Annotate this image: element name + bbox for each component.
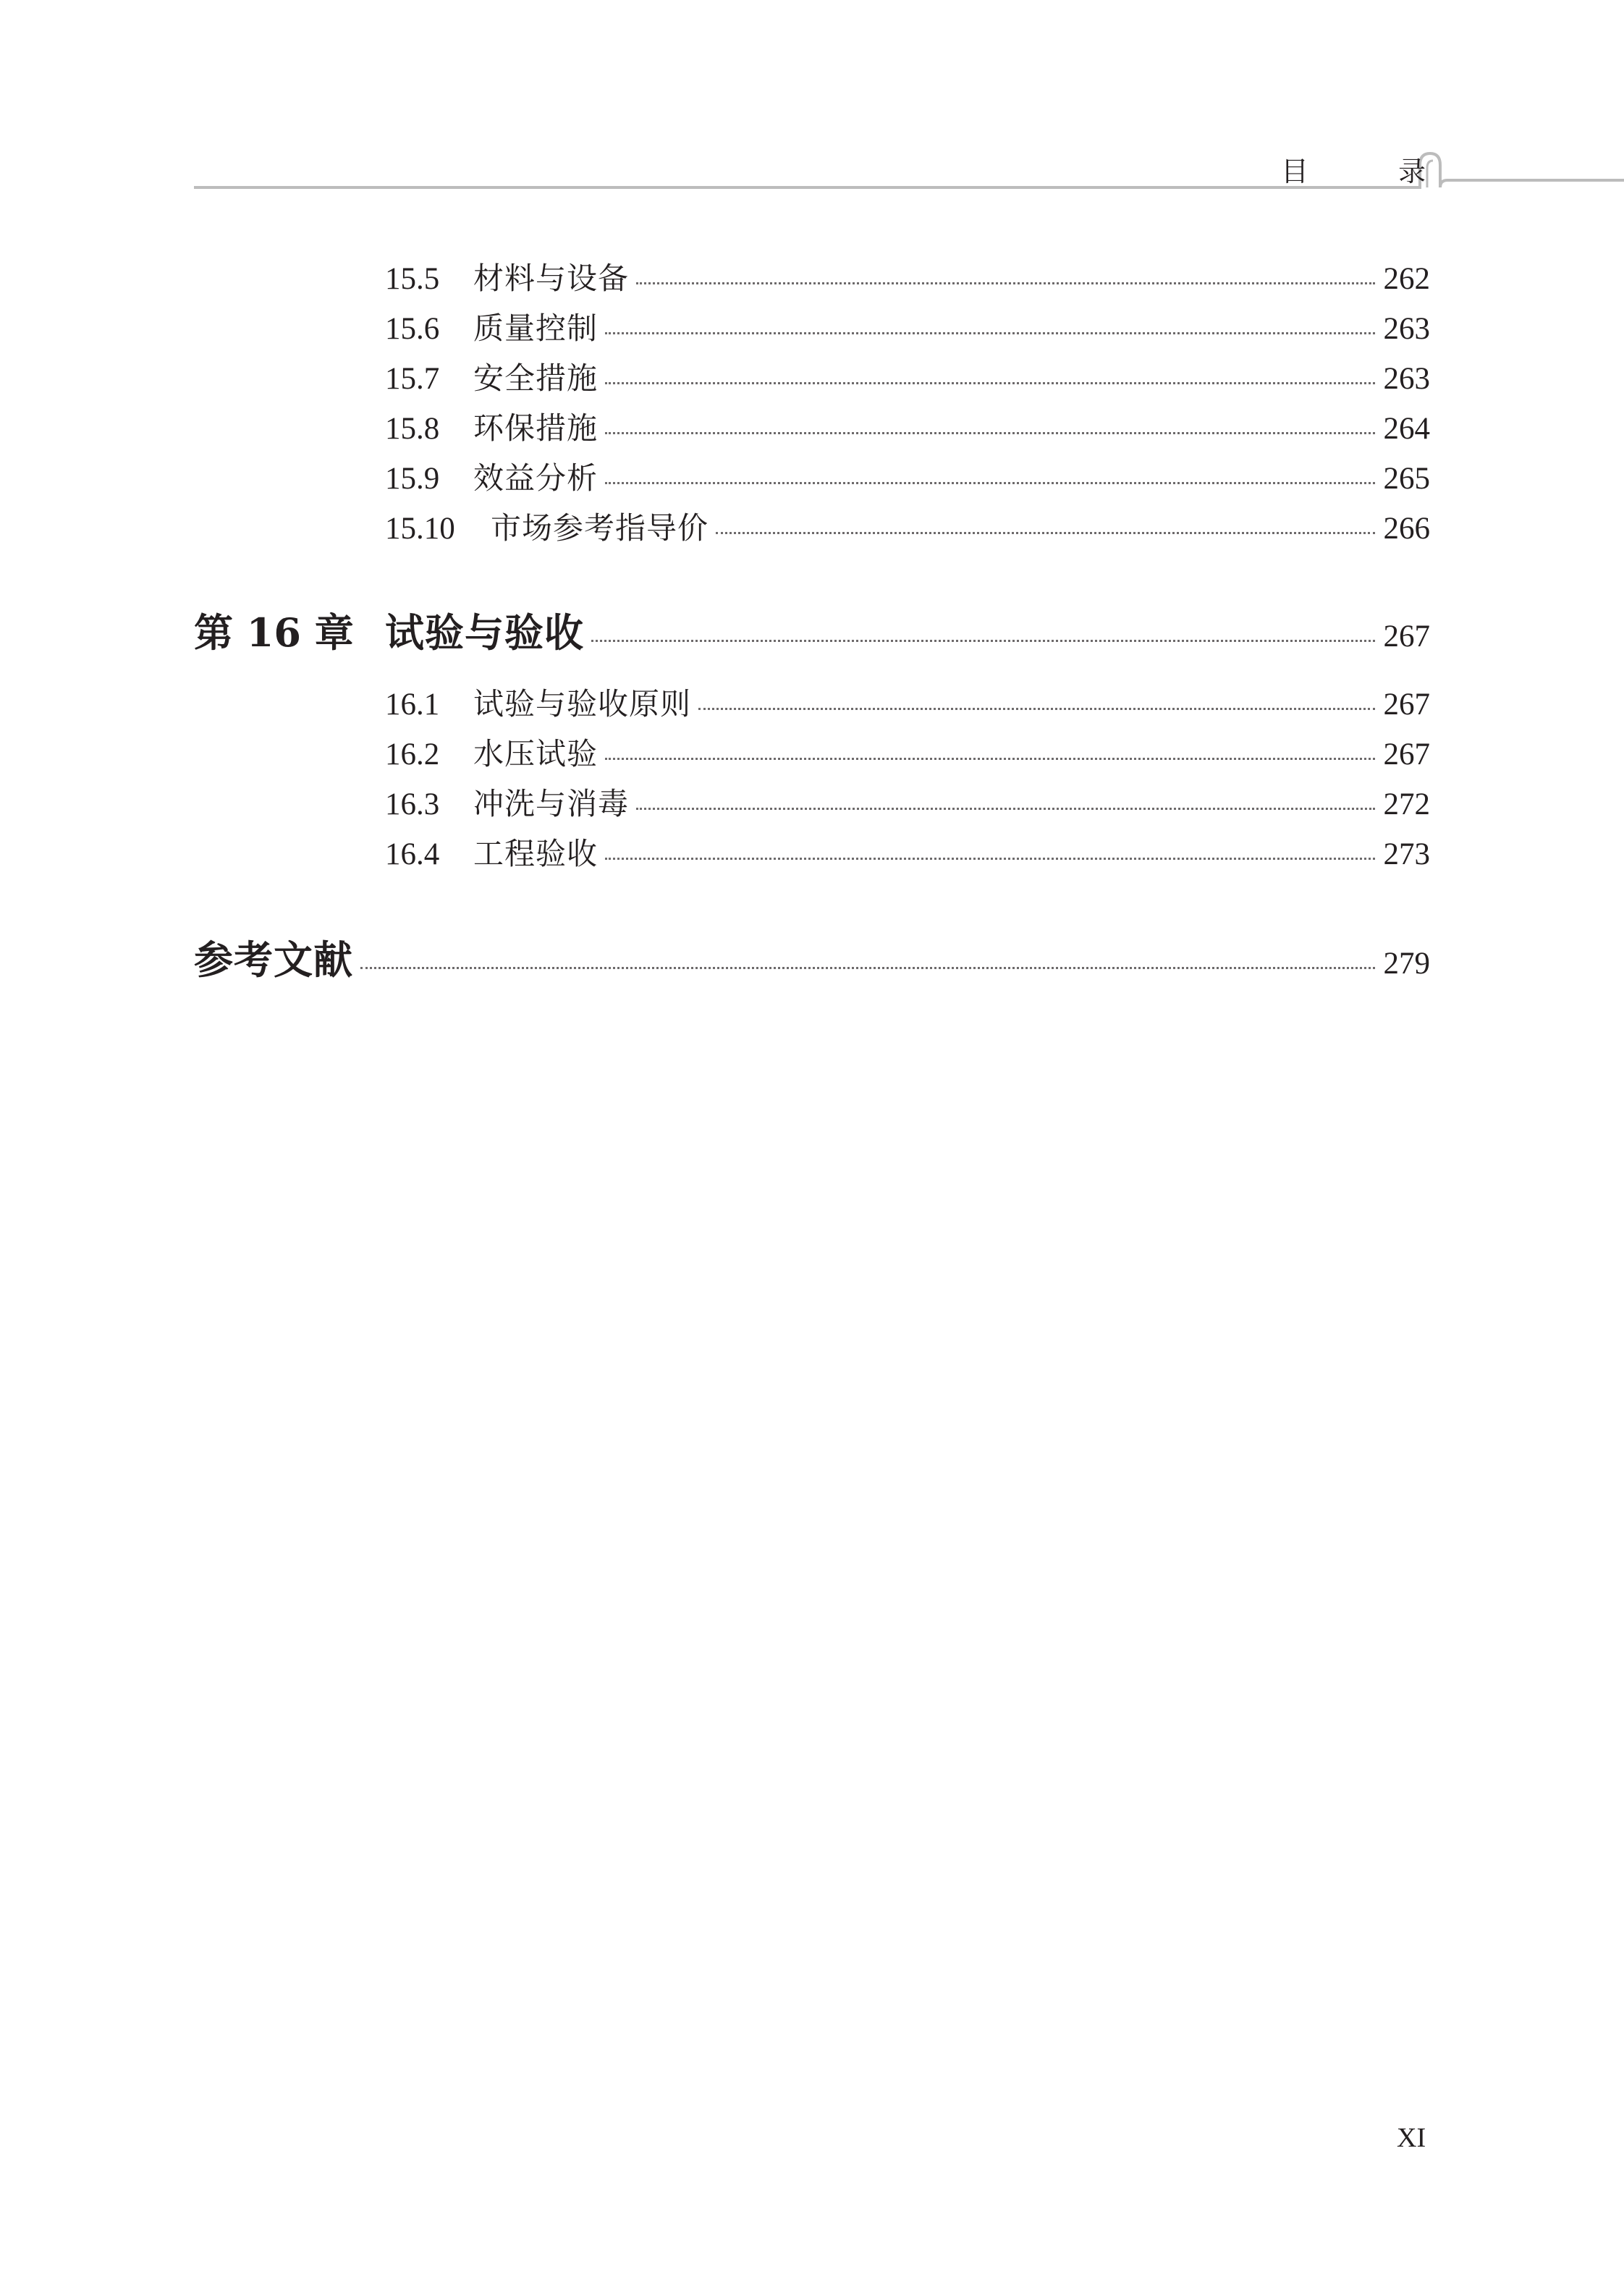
dot-leader	[605, 482, 1375, 484]
chapter-title: 试验与验收	[385, 609, 584, 656]
page-number: 267	[1383, 688, 1430, 722]
dot-leader	[636, 282, 1375, 284]
toc-entry-16-3[interactable]	[385, 780, 1430, 824]
dot-leader	[605, 382, 1375, 384]
page-number: 265	[1383, 462, 1430, 496]
page-number: 266	[1383, 512, 1430, 546]
section-title: 水压试验	[473, 736, 599, 772]
section-number: 15.6	[385, 312, 440, 346]
page-number: 279	[1383, 947, 1430, 981]
chapter-label: 第 16 章	[194, 609, 354, 656]
section-title: 试验与验收原则	[473, 686, 692, 722]
dot-leader	[698, 708, 1375, 710]
section-number: 15.9	[385, 462, 440, 496]
toc-entry-15-10[interactable]	[385, 504, 1430, 548]
running-header-title: 目 录	[1281, 156, 1467, 187]
section-number: 16.1	[385, 688, 440, 722]
dot-leader	[605, 332, 1375, 334]
toc-entry-15-7[interactable]	[385, 355, 1430, 398]
dot-leader	[605, 758, 1375, 760]
section-number: 16.3	[385, 787, 440, 821]
section-number: 16.2	[385, 737, 440, 772]
section-title: 质量控制	[473, 310, 599, 346]
dot-leader	[716, 532, 1375, 534]
toc-entry-15-5[interactable]	[385, 255, 1430, 298]
section-title: 冲洗与消毒	[473, 786, 630, 821]
section-title: 效益分析	[473, 460, 599, 496]
section-title: 安全措施	[473, 360, 599, 396]
toc-entry-16-2[interactable]	[385, 730, 1430, 774]
page-number: 267	[1383, 620, 1430, 654]
toc-entry-16-4[interactable]	[385, 830, 1430, 874]
page-folio: XI	[1397, 2123, 1426, 2153]
dot-leader	[360, 967, 1375, 969]
section-title: 工程验收	[473, 836, 599, 871]
section-number: 16.4	[385, 837, 440, 871]
page-number: 263	[1383, 312, 1430, 346]
page-number: 267	[1383, 737, 1430, 772]
references-title: 参考文献	[194, 937, 353, 983]
toc-entry-15-9[interactable]	[385, 455, 1430, 498]
page-number: 264	[1383, 412, 1430, 446]
running-header	[0, 0, 1624, 203]
toc-references[interactable]	[194, 929, 1430, 984]
section-number: 15.8	[385, 412, 440, 446]
dot-leader	[591, 640, 1375, 642]
section-title: 市场参考指导价	[491, 510, 709, 546]
dot-leader	[605, 432, 1375, 434]
section-title: 环保措施	[473, 410, 599, 446]
page-number: 273	[1383, 837, 1430, 871]
section-number: 15.5	[385, 262, 440, 296]
section-number: 15.7	[385, 362, 440, 396]
page-number: 263	[1383, 362, 1430, 396]
dot-leader	[636, 808, 1375, 810]
section-title: 材料与设备	[473, 261, 630, 296]
toc-entry-15-6[interactable]	[385, 305, 1430, 348]
page-number: 262	[1383, 262, 1430, 296]
toc-chapter-16[interactable]	[194, 602, 1430, 657]
dot-leader	[605, 858, 1375, 860]
toc-entry-15-8[interactable]	[385, 405, 1430, 448]
page-number: 272	[1383, 787, 1430, 821]
toc-entry-16-1[interactable]	[385, 680, 1430, 724]
section-number: 15.10	[385, 512, 455, 546]
